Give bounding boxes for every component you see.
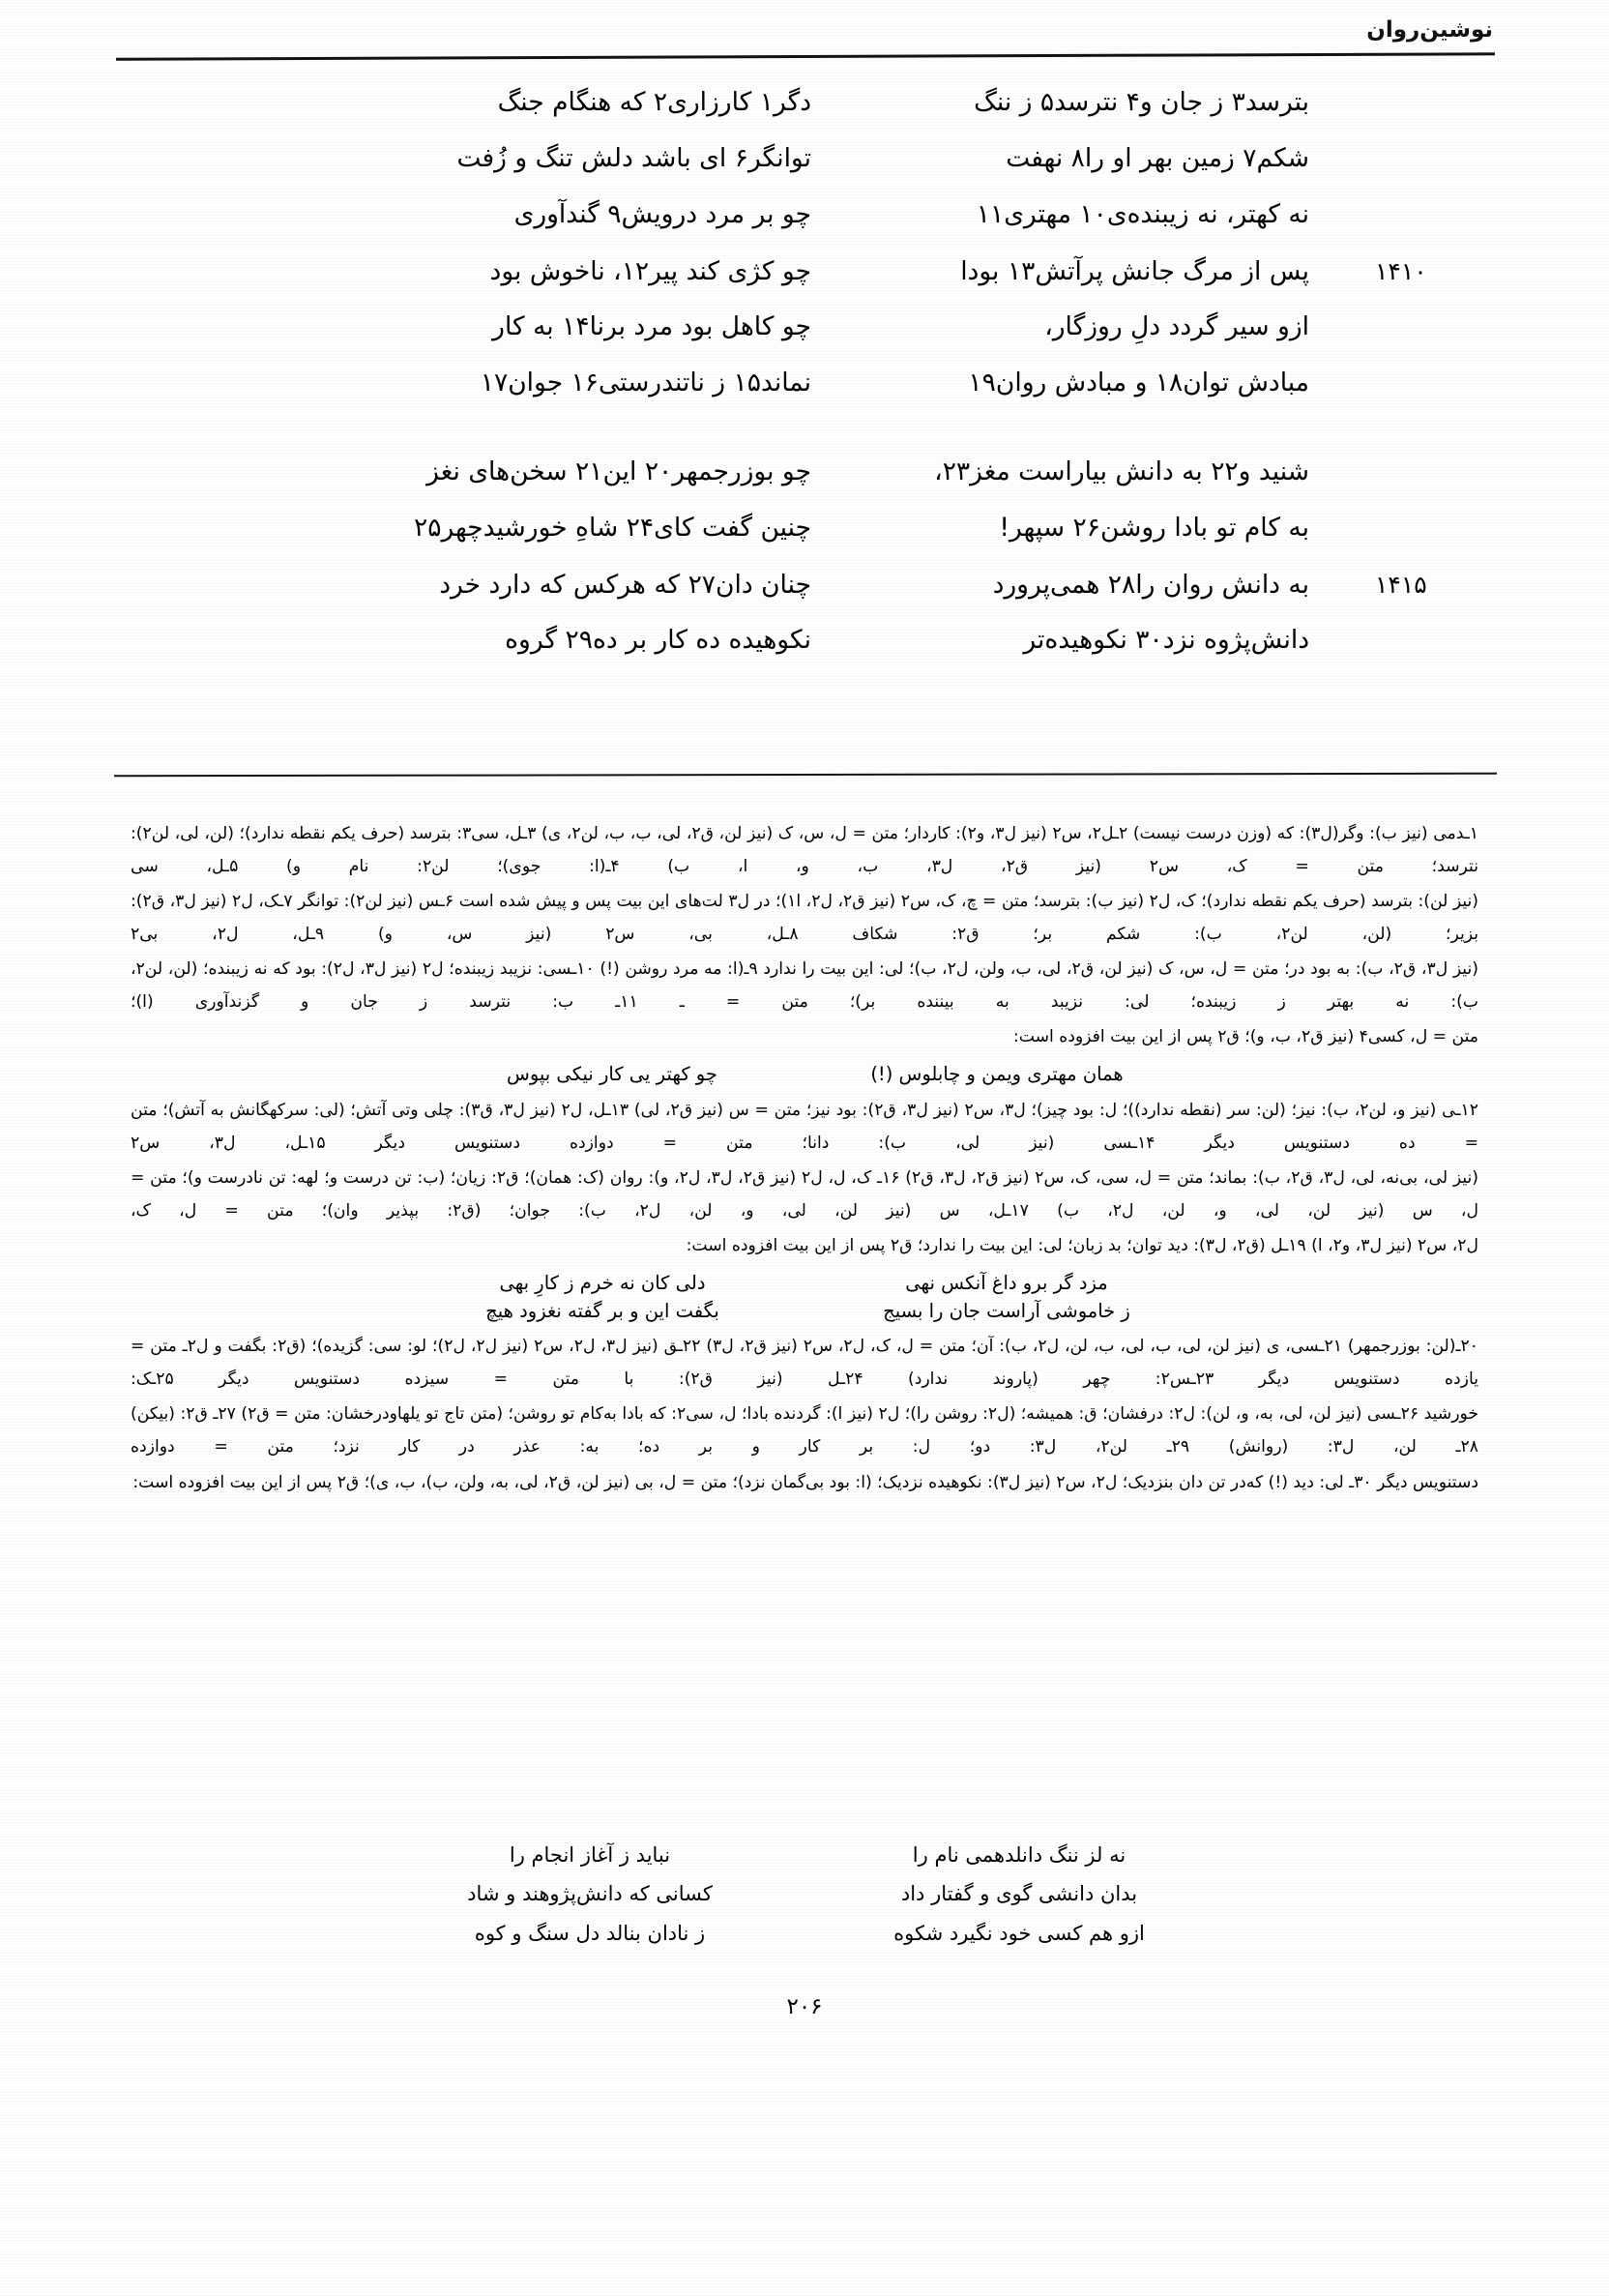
apparatus-note: متن = ل، کسی۴ (نیز ق۲، ب، و)؛ ق۲ پس از این بیت افزوده است: (1012, 1027, 1478, 1047)
hemistich-second: شنید و۲۲ به دانش بیاراست مغز۲۳، (934, 456, 1309, 486)
verse-line (145, 257, 1464, 313)
inserted-hemistich-a: چو کهتر یی کار نیکی بپوس (507, 1063, 717, 1086)
inserted-couplet (131, 1060, 1478, 1088)
apparatus-note: ۱ـدمی (نیز ب): وگر(ل۳): که (وزن درست نیست) ۲ـل۲، س۲ (نیز ل۳، و۲): کاردار؛ متن = ل، س، ک (نیز لن، ق۲، لی، ب، ب، لن۲، ی) ۳ـل، سی۳: بترسد (حرف یکم نقطه ندارد)؛ (لن، لی، لن۲): نترسد؛ متن = ک، س۲ (نیز ق۲، ل۳، ب، و، ا، ب) ۴ـ(ا: جوی)؛ لن۲: نام و) ۵ـل، سی (131, 824, 1479, 877)
verse-number: ۱۴۱۵ (1375, 571, 1427, 599)
hemistich-first: چو کاهل بود مرد برنا۱۴ به کار (492, 311, 811, 341)
tail-verse-line (145, 1874, 1464, 1913)
inserted-hemistich-b: ز خاموشی آراست جان را بسیج (883, 1300, 1130, 1323)
stanza-1 (145, 89, 1464, 426)
tail-hemistich-b: نه لز ننگ دانلدهمی نام را (912, 1843, 1126, 1867)
hemistich-second: به دانش روان را۲۸ همی‌پرورد (992, 570, 1309, 600)
inserted-couplet-line (131, 1060, 1478, 1088)
tail-verse-line (145, 1836, 1464, 1874)
apparatus-note: دستنویس دیگر ۳۰ـ لی: دید (!) که‌در تن دان بنزدیک؛ ل۲، س۲ (نیز ل۳): نکوهیده نزدیک؛ (ا: بود بی‌گمان نزد)؛ متن = ل، بی (نیز لن، ق۲، لی، به، ولن، ب)، ب، ی)؛ ق۲ پس از این بیت افزوده است: (132, 1472, 1478, 1492)
header-rule (116, 52, 1495, 60)
hemistich-first: چنین گفت کای۲۴ شاهِ خورشیدچهر۲۵ (413, 513, 811, 543)
folio-number: ۲۰۶ (786, 1994, 823, 2019)
verse-line (145, 201, 1464, 257)
hemistich-second: دانش‌پژوه نزد۳۰ نکوهیده‌تر (1023, 625, 1309, 655)
hemistich-second: ازو سیر گردد دلِ روزگار، (1044, 311, 1309, 341)
verse-line (145, 571, 1464, 627)
tail-verse-block (145, 1836, 1464, 1953)
inserted-hemistich-b: مزد گر برو داغ آنکس نهی (905, 1271, 1108, 1294)
hemistich-second: شکم۷ زمین بهر او را۸ نهفت (1006, 143, 1309, 173)
verse-line (145, 369, 1464, 426)
inserted-couplet-line (131, 1269, 1478, 1297)
textual-apparatus (131, 817, 1478, 1501)
apparatus-note: ۱۲ـی (نیز و، لن۲، ب): نیز؛ (لن: سر (نقطه ندارد))؛ ل: بود چیز)؛ ل۳، س۲ (نیز ل۳، ق۲): بود نیز؛ متن = س (نیز ق۲، لی) ۱۳ـل، ل۲ (نیز ل۳، ق۳): چلی وتی آتش؛ (لی: سرکهگانش به آتش)؛ متن = ده دستنویس دیگر ۱۴ـسی (نیز لی، ب): دانا؛ متن = دوازده دستنویس دیگر ۱۵ـل، ل۳، س۲ (131, 1100, 1478, 1153)
verse-line (145, 627, 1464, 683)
hemistich-first: چو بوزرجمهر۲۰ این۲۱ سخن‌های نغز (426, 456, 811, 486)
inserted-hemistich-a: بگفت این و بر گفته نغزود هیچ (485, 1300, 719, 1323)
inserted-hemistich-b: همان مهتری ویمن و چابلوس (!) (870, 1063, 1124, 1086)
tail-hemistich-a: کسانی که دانش‌پژوهند و شاد (467, 1882, 713, 1906)
hemistich-first: چنان دان۲۷ که هرکس که دارد خرد (439, 570, 811, 600)
hemistich-first: چو کژی کند پیر۱۲، ناخوش بود (489, 256, 811, 286)
apparatus-note: ۲۰ـ(لن: بوزرجمهر) ۲۱ـسی، ی (نیز لن، لی، ب، لی، ب، لن، ل۲، ب): آن؛ متن = ل، ک، ل۲، س۲ (نیز ق۲، ل۳) ۲۲ـق (نیز ل۳، ل۲، س۲ (نیز ل۲، ل۲)؛ لو: سی: گزیده)؛ (ق۲: بگفت و ل۲ـ متن = یازده دستنویس دیگر ۲۳ـس۲: چهر (پاروند ندارد) ۲۴ـل (نیز ق۲): با متن = سیزده دستنویس دیگر ۲۵ـک: (131, 1337, 1478, 1390)
verse-line (145, 145, 1464, 201)
apparatus-note: (نیز لی، بی‌نه، لی، ل۳، ق۲، ب): بماند؛ متن = ل، سی، ک، س۲ (نیز ق۲، ل۳، ق۲) ۱۶ـ ک، ل، ل۲ (نیز ق۲، ل۳، ل۲، و): روان (ک: همان)؛ ق۲: زیان؛ (ب: تن درست و؛ لهه: تن نادرست و)؛ متن = ل، س (نیز لن، لی، و، لن، ل۲، ب) ۱۷ـل، س (نیز لن، لی، و، لن، ل۲، ب): جوان؛ (ق۲: بپذیر وان)؛ متن = ل، ک، (131, 1167, 1478, 1221)
hemistich-second: نه کهتر، نه زیبنده‌ی۱۰ مهتری۱۱ (976, 199, 1309, 229)
verse-line (145, 313, 1464, 369)
inserted-couplet-line (131, 1297, 1478, 1325)
tail-verse-line (145, 1914, 1464, 1953)
tail-hemistich-b: بدان دانشی گوی و گفتار داد (900, 1882, 1138, 1906)
hemistich-first: نماند۱۵ ز ناتندرستی۱۶ جوان۱۷ (480, 368, 811, 397)
apparatus-note: (نیز لن): بترسد (حرف یکم نقطه ندارد)؛ ک، ل۲ (نیز ب): بترسد؛ متن = چ، ک، س۲ (نیز ق۲، ل۲، ا۱)؛ در ل۳ لت‌های این بیت پس و پیش شده است ۶ـس (نیز لن۲): توانگر ۷ـک، ل۲ (نیز ل۳، ق۲): بزیر؛ (لن، لن۲، ب): شکم بر؛ ق۲: شکاف ۸ـل، بی، س۲ (نیز س، و) ۹ـل، ل۲، بی۲ (131, 892, 1479, 945)
verse-block (145, 89, 1464, 716)
verse-line (145, 89, 1464, 145)
verse-line (145, 515, 1464, 571)
hemistich-first: توانگر۶ ای باشد دلش تنگ و زُفت (456, 143, 811, 173)
hemistich-first: نکوهیده ده کار بر ده۲۹ گروه (505, 625, 811, 655)
running-head: نوشین‌روان (1366, 17, 1493, 43)
hemistich-first: چو بر مرد درویش۹ گندآوری (513, 199, 811, 229)
hemistich-second: پس از مرگ جانش پرآتش۱۳ بودا (960, 256, 1309, 286)
apparatus-note: ل۲، س۲ (نیز ل۳، و۲، ا) ۱۹ـل (ق۲، ل۳): دید توان؛ بد زبان؛ لی: این بیت را ندارد؛ ق۲ پس از این بیت افزوده است: (686, 1235, 1478, 1255)
verse-line (145, 458, 1464, 515)
tail-hemistich-a: ز نادان بنالد دل سنگ و کوه (474, 1921, 706, 1945)
apparatus-rule (114, 773, 1497, 777)
inserted-hemistich-a: دلی کان نه خرم ز کارِ بهی (499, 1271, 706, 1294)
apparatus-note: (نیز ل۳، ق۲، ب): به بود در؛ متن = ل، س، ک (نیز لن، ق۲، لی، ب، ولن، ل۲، ب)؛ لی: این بیت را ندارد ۹ـ(ا: مه مرد روشن (!) ۱۰ـسی: نزیبد زیبنده؛ ل۲ (نیز ل۳، ل۲): بود که نه زیبنده؛ (لن، لن۲، ب): نه بهتر ز زیبنده؛ لی: نزیبد به بیننده بر)؛ متن = ـ ۱۱ـ ب: نترسد ز جان و گزندآوری (ا)؛ (131, 959, 1478, 1013)
hemistich-second: مبادش توان۱۸ و مبادش روان۱۹ (968, 368, 1309, 397)
hemistich-first: دگر۱ کارزاری۲ که هنگام جنگ (497, 87, 811, 117)
inserted-couplet (131, 1269, 1478, 1326)
tail-hemistich-b: ازو هم کسی خود نگیرد شکوه (893, 1921, 1145, 1945)
hemistich-second: بترسد۳ ز جان و۴ نترسد۵ ز ننگ (974, 87, 1309, 117)
stanza-2 (145, 458, 1464, 683)
verse-number: ۱۴۱۰ (1375, 257, 1427, 285)
apparatus-note: خورشید ۲۶ـسی (نیز لن، لی، به، و، لن): ل۲: درفشان؛ ق: همیشه؛ (ل۲: روشن را)؛ ل۲ (نیز ا): گردنده بادا؛ ل، سی۲: که بادا به‌کام تو روشن؛ (متن تاج تو یلهاو‌درخشان: متن = ق۲) ۲۷ـ ق۲: (بیکن) ۲۸ـ لن، ل۳: (روانش) ۲۹ـ لن۲، ل۳: دو؛ ل: بر کار و بر ده؛ به: عذر در کار نزد؛ متن = دوازده (131, 1404, 1479, 1457)
hemistich-second: به کام تو بادا روشن۲۶ سپهر! (999, 513, 1309, 543)
tail-hemistich-a: نباید ز آغاز انجام را (509, 1843, 671, 1867)
